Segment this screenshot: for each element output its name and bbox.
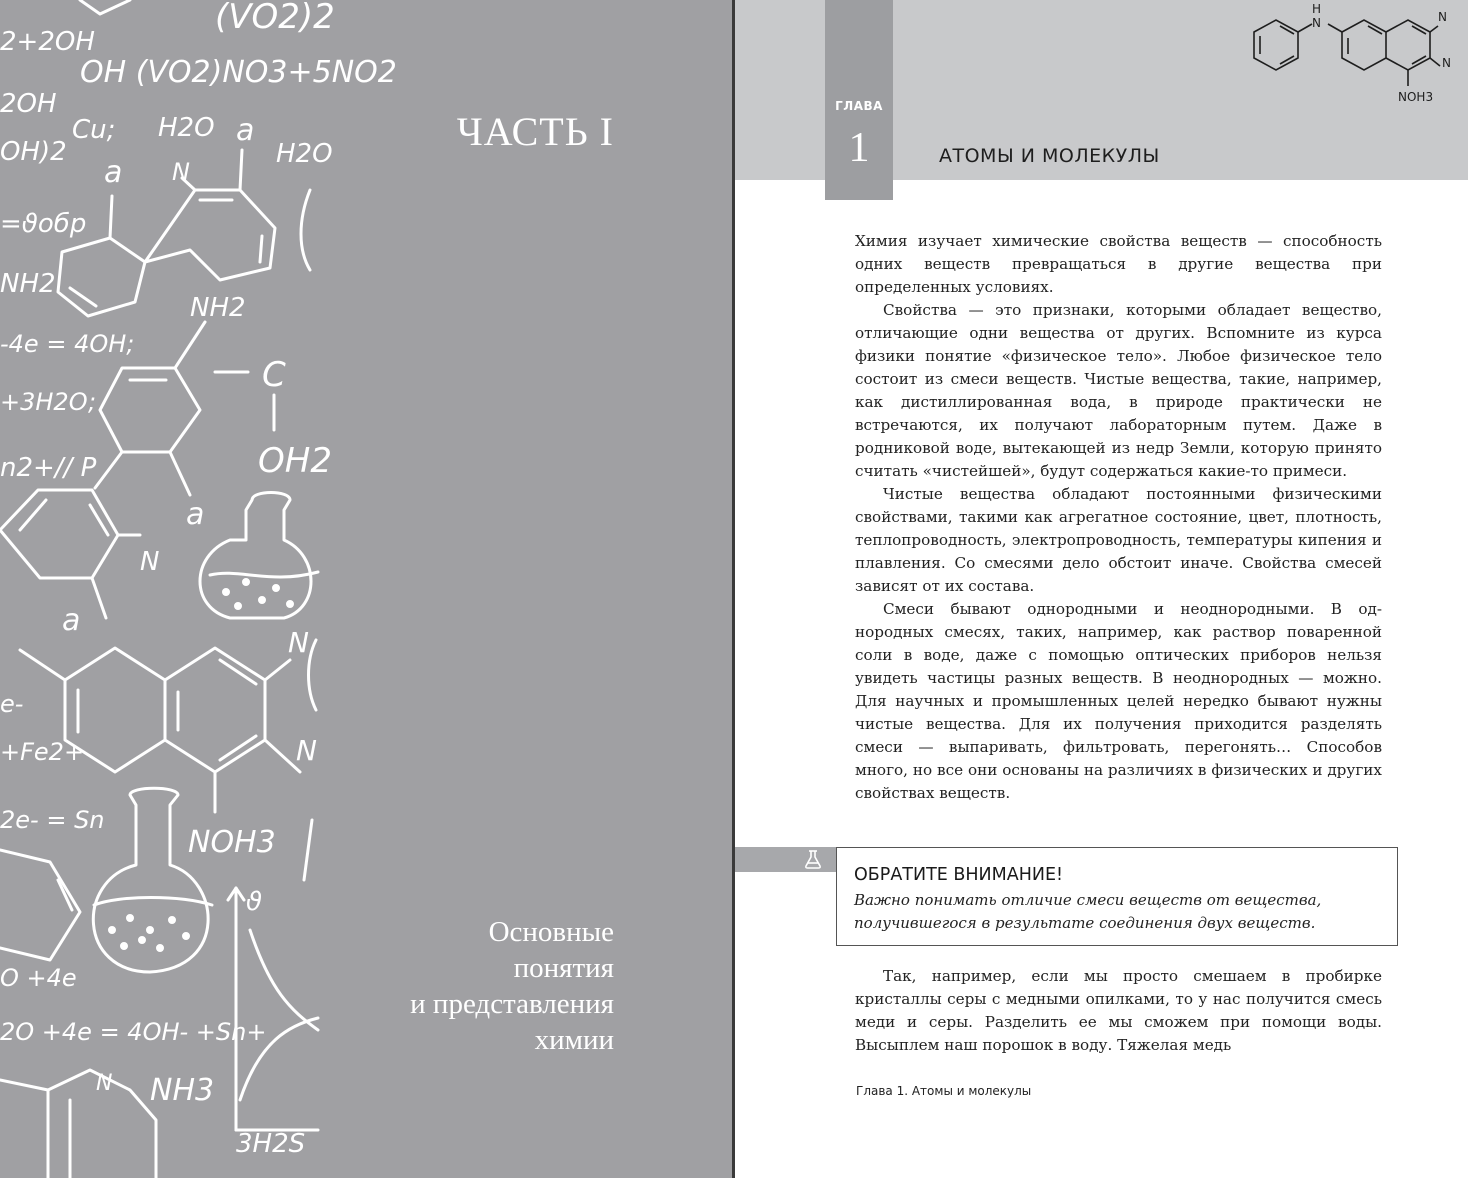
attention-title: ОБРАТИТЕ ВНИМАНИЕ! [854, 865, 1064, 885]
attention-box [836, 847, 1398, 946]
chapter-label: ГЛАВА [835, 99, 883, 113]
svg-text:a: a [186, 497, 205, 532]
running-footer: Глава 1. Атомы и молекулы [856, 1084, 1032, 1098]
svg-text:O +4e: O +4e [0, 964, 77, 992]
part-subtitle-line: понятия [513, 952, 614, 984]
molecule-label-h: H [1312, 2, 1322, 16]
svg-text:+3H2O;: +3H2O; [0, 388, 97, 416]
paragraph: Смеси бывают однородными и неоднородными. В однородных смесях, таких, например, как раствор поваренной соли в воде, даже с помощью оптических приборов нельзя увидеть частицы разных веществ. В неоднородных — можно. Для научных и промышленных целей нередко бывают нужны чистые вещества. Для их получения приходится разделять смеси — выпаривать, фильтровать, перегонять… Способов много, но все они основаны на различиях в физических и других свойствах веществ. [855, 600, 1382, 802]
paragraph: Химия изучает химические свойства веществ — способность одних веществ превращаться в другие вещества при определенных условиях. [855, 232, 1382, 296]
svg-text:NH2: NH2 [0, 269, 56, 299]
svg-text:N: N [96, 1071, 113, 1096]
molecule-label-n: N [1442, 56, 1451, 70]
body-text-block [855, 230, 1382, 805]
svg-text:N: N [140, 547, 160, 577]
body-text-block [855, 965, 1382, 1057]
svg-text:n2+// P: n2+// P [0, 453, 97, 483]
molecule-label-n: N [1312, 16, 1321, 30]
svg-text:OH)2: OH)2 [0, 137, 67, 167]
part-subtitle-line: химии [534, 1024, 614, 1056]
svg-text:NH2: NH2 [190, 293, 246, 323]
chapter-number: 1 [848, 125, 870, 171]
part-title: ЧАСТЬ I [456, 109, 614, 154]
svg-text:(VO2)2: (VO2)2 [215, 0, 335, 37]
svg-text:C: C [262, 355, 286, 395]
svg-text:3H2S: 3H2S [236, 1129, 306, 1159]
svg-text:2OH: 2OH [0, 89, 57, 119]
svg-text:e-: e- [0, 690, 24, 718]
svg-text:H2O: H2O [158, 113, 215, 143]
svg-text:2e- = Sn: 2e- = Sn [0, 806, 105, 834]
svg-text:-4e = 4OH;: -4e = 4OH; [0, 330, 135, 358]
svg-text:N: N [296, 734, 317, 767]
svg-text:2+2OH: 2+2OH [0, 27, 95, 57]
paragraph: Чистые вещества обладают постоянными физическими свойствами, такими как агрегатное состояние, цвет, плотность, теплопроводность, электропроводность, температуры кипения и плавления. Со смесями дело обстоит иначе. Свойства смесей зависят от их состава. [855, 485, 1382, 595]
paragraph: Свойства — это признаки, которыми обладает вещество, отличающие одни вещества от других. Вспомните из курса физики понятие «физическое тело». Любое физическое тело состоит из смеси веществ. Чистые вещества, такие, например, как дистиллированная вода, в природе практически не встречаются, их получают лабораторным путем. Даже в родниковой воде, вытекающей из недр Земли, которую принято считать «чистейшей», будут содержаться какие-то примеси. [855, 301, 1382, 480]
svg-text:NH3: NH3 [150, 1073, 215, 1108]
chapter-title: АТОМЫ И МОЛЕКУЛЫ [939, 145, 1160, 167]
svg-text:N: N [288, 626, 309, 659]
part-subtitle [294, 914, 614, 1058]
left-page [0, 0, 732, 1178]
svg-text:2O +4e = 4OH- +Sn+: 2O +4e = 4OH- +Sn+ [0, 1018, 267, 1046]
flask-icon [803, 849, 823, 870]
chemistry-doodle-illustration [0, 0, 397, 1178]
svg-text:Cu;: Cu; [72, 115, 116, 145]
part-subtitle-line: и представления [410, 988, 614, 1020]
paragraph: Так, например, если мы просто смешаем в пробирке кристаллы серы с медными опилками, то у нас получится смесь меди и серы. Разделить ее мы сможем при помощи воды. Высыплем наш порошок в воду. Тяжелая медь [855, 967, 1382, 1054]
svg-text:a: a [236, 113, 255, 148]
svg-text:NOH3: NOH3 [188, 825, 276, 860]
part-subtitle-line: Основные [488, 916, 614, 948]
svg-text:N: N [172, 158, 190, 186]
attention-text: Важно понимать отличие смеси веществ от вещества, получившегося в результате соединения двух веществ. [854, 891, 1322, 932]
svg-text:OH2: OH2 [258, 441, 332, 481]
svg-text:ϑ: ϑ [246, 887, 263, 917]
molecule-label-n: N [1438, 10, 1447, 24]
svg-text:a: a [104, 155, 123, 190]
svg-text:OH (VO2)NO3+5NO2: OH (VO2)NO3+5NO2 [80, 55, 397, 90]
molecule-label-noh3: NOH3 [1398, 90, 1434, 104]
svg-text:a: a [62, 603, 81, 638]
svg-text:H2O: H2O [276, 139, 333, 169]
svg-text:+Fe2+: +Fe2+ [0, 738, 85, 766]
svg-text:=ϑобр: =ϑобр [0, 209, 87, 239]
